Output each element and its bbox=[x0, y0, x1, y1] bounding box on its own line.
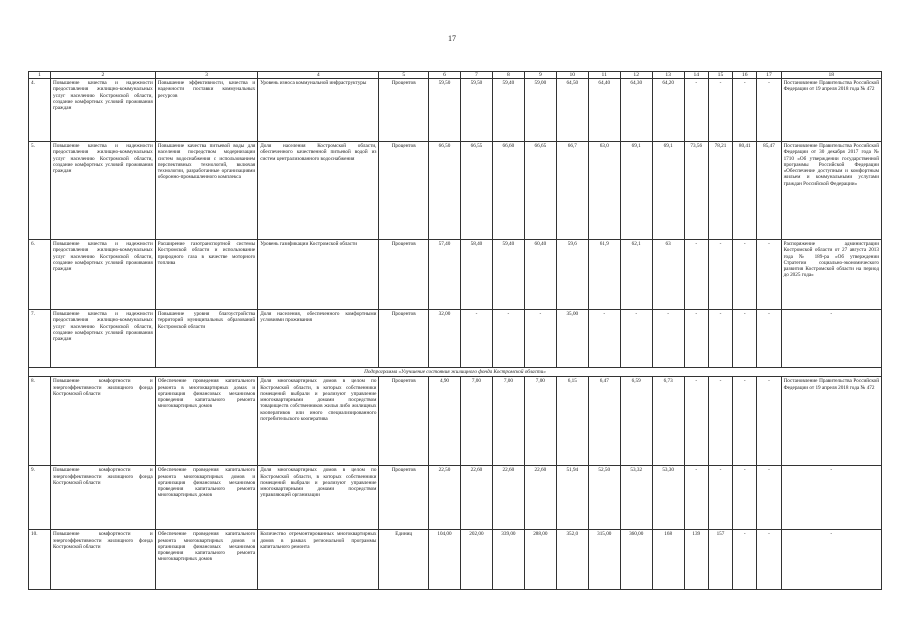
row-number: 6. bbox=[29, 240, 51, 310]
value-cell: 58,40 bbox=[460, 240, 492, 310]
value-cell: - bbox=[757, 310, 781, 368]
value-cell: 22,50 bbox=[429, 466, 461, 530]
table-row bbox=[29, 466, 882, 530]
value-cell: 35,00 bbox=[556, 310, 588, 368]
goal-cell: Повышение комфортности и энергоэффективности жилищного фонда Костромской области bbox=[51, 466, 156, 530]
indicator-cell: Доля населения, обеспеченного комфортными условиями проживания bbox=[258, 310, 379, 368]
subprogram-title: Подпрограмма «Улучшение состояния жилищного фонда Костромской области» bbox=[29, 368, 882, 377]
table-row bbox=[29, 240, 882, 310]
value-cell: 7,00 bbox=[460, 377, 492, 466]
value-cell: - bbox=[684, 377, 708, 466]
goal-cell: Повышение комфортности и энергоэффективности жилищного фонда Костромской области bbox=[51, 377, 156, 466]
task-cell: Обеспечение проведения капитального ремонта многоквартирных домов и организация финансовых механизмов проведения капитального ремонта многоквартирных домов bbox=[155, 530, 257, 590]
table-row bbox=[29, 377, 882, 466]
task-cell: Расширение газотранспортной системы Костромской области и использование природного газа в качестве моторного топлива bbox=[155, 240, 257, 310]
indicator-cell: Уровень газификации Костромской области bbox=[258, 240, 379, 310]
row-number: 10. bbox=[29, 530, 51, 590]
value-cell: 66,7 bbox=[556, 142, 588, 240]
basis-cell: Постановление Правительства Российской Федерации от 30 декабря 2017 года № 1710 «Об утверждении государственной программы Российской Федерации «Обеспечение доступным и комфортным жильем и коммунальными услугами граждан Российской Федерации» bbox=[781, 142, 881, 240]
unit-cell: Процентов bbox=[379, 377, 429, 466]
row-number: 8. bbox=[29, 377, 51, 466]
unit-cell: Единиц bbox=[379, 530, 429, 590]
value-cell: 59,40 bbox=[492, 79, 524, 142]
value-cell: 168 bbox=[652, 530, 684, 590]
header-row bbox=[29, 72, 882, 79]
basis-cell: - bbox=[781, 310, 881, 368]
value-cell: 315,00 bbox=[588, 530, 620, 590]
value-cell: - bbox=[733, 79, 757, 142]
value-cell: - bbox=[620, 310, 652, 368]
header-cell: 13 bbox=[652, 72, 684, 79]
value-cell: - bbox=[757, 240, 781, 310]
task-cell: Повышение уровня благоустройства территорий муниципальных образований Костромской области bbox=[155, 310, 257, 368]
value-cell: - bbox=[652, 310, 684, 368]
value-cell: 4,90 bbox=[429, 377, 461, 466]
header-cell: 1 bbox=[29, 72, 51, 79]
value-cell: - bbox=[588, 310, 620, 368]
value-cell: 339,00 bbox=[492, 530, 524, 590]
value-cell: 66,60 bbox=[492, 142, 524, 240]
indicator-cell: Доля населения Костромской области, обеспеченного качественной питьевой водой из систем централизованного водоснабжения bbox=[258, 142, 379, 240]
value-cell: - bbox=[757, 466, 781, 530]
value-cell: 64,20 bbox=[652, 79, 684, 142]
value-cell: 360,00 bbox=[620, 530, 652, 590]
row-number: 4. bbox=[29, 79, 51, 142]
value-cell: 66,50 bbox=[429, 142, 461, 240]
value-cell: - bbox=[708, 79, 732, 142]
row-number: 9. bbox=[29, 466, 51, 530]
header-cell: 18 bbox=[781, 72, 881, 79]
indicator-cell: Количество отремонтированных многоквартирных домов в рамках региональной программы капитального ремонта bbox=[258, 530, 379, 590]
value-cell: 73,56 bbox=[684, 142, 708, 240]
value-cell: 52,50 bbox=[588, 466, 620, 530]
value-cell: - bbox=[708, 240, 732, 310]
value-cell: 53,32 bbox=[620, 466, 652, 530]
unit-cell: Процентов bbox=[379, 310, 429, 368]
value-cell: 62,1 bbox=[620, 240, 652, 310]
value-cell: 66,65 bbox=[524, 142, 556, 240]
value-cell: 51,94 bbox=[556, 466, 588, 530]
value-cell: - bbox=[684, 310, 708, 368]
value-cell: - bbox=[708, 310, 732, 368]
value-cell: 64,50 bbox=[556, 79, 588, 142]
unit-cell: Процентов bbox=[379, 240, 429, 310]
value-cell: - bbox=[757, 377, 781, 466]
value-cell: 80,41 bbox=[733, 142, 757, 240]
header-cell: 16 bbox=[733, 72, 757, 79]
task-cell: Повышение качества питьевой воды для населения посредством модернизации систем водоснабжения с использованием перспективных технологий, включая технологии, разработанные организациями оборонно-промышленного комплекса bbox=[155, 142, 257, 240]
value-cell: - bbox=[460, 310, 492, 368]
value-cell: - bbox=[684, 79, 708, 142]
header-cell: 14 bbox=[684, 72, 708, 79]
basis-cell: Постановление Правительства Российской Федерации от 19 апреля 2018 года № 472 bbox=[781, 79, 881, 142]
header-cell: 12 bbox=[620, 72, 652, 79]
goal-cell: Повышение качества и надежности предоставления жилищно-коммунальных услуг населению Костромской области, создание комфортных условий проживания граждан bbox=[51, 240, 156, 310]
value-cell: - bbox=[733, 530, 757, 590]
value-cell: 66,55 bbox=[460, 142, 492, 240]
indicator-cell: Доля многоквартирных домов в целом по Костромской области, в которых собственники помещений выбрали и реализуют управление многоквартирными домами посредством товариществ собственников жилья либо жилищных кооперативов или иного специализированного потребительского кооператива bbox=[258, 377, 379, 466]
value-cell: - bbox=[733, 466, 757, 530]
header-cell: 9 bbox=[524, 72, 556, 79]
value-cell: 22,60 bbox=[524, 466, 556, 530]
unit-cell: Процентов bbox=[379, 142, 429, 240]
value-cell: 6,59 bbox=[620, 377, 652, 466]
value-cell: 7,00 bbox=[492, 377, 524, 466]
value-cell: 32,00 bbox=[429, 310, 461, 368]
task-cell: Обеспечение проведения капитального ремонта в многоквартирных домах и организация финансовых механизмов проведения капитального ремонта многоквартирных домов bbox=[155, 377, 257, 466]
value-cell: - bbox=[733, 377, 757, 466]
value-cell: 104,00 bbox=[429, 530, 461, 590]
value-cell: - bbox=[492, 310, 524, 368]
value-cell: - bbox=[757, 79, 781, 142]
task-cell: Повышение эффективности, качества и надежности поставки коммунальных ресурсов bbox=[155, 79, 257, 142]
goal-cell: Повышение качества и надежности предоставления жилищно-коммунальных услуг населению Костромской области, создание комфортных условий проживания граждан bbox=[51, 79, 156, 142]
header-cell: 3 bbox=[155, 72, 257, 79]
value-cell: 22,60 bbox=[492, 466, 524, 530]
value-cell: - bbox=[757, 530, 781, 590]
value-cell: 63 bbox=[652, 240, 684, 310]
indicator-cell: Доля многоквартирных домов в целом по Костромской области, в которых собственники помещений выбрали и реализуют управление многоквартирными домами посредством управляющей организации bbox=[258, 466, 379, 530]
page-number: 17 bbox=[448, 34, 456, 43]
value-cell: 64,30 bbox=[620, 79, 652, 142]
value-cell: 7,00 bbox=[524, 377, 556, 466]
header-cell: 15 bbox=[708, 72, 732, 79]
table-row bbox=[29, 530, 882, 590]
value-cell: 60,40 bbox=[524, 240, 556, 310]
row-number: 7. bbox=[29, 310, 51, 368]
header-cell: 2 bbox=[51, 72, 156, 79]
header-cell: 17 bbox=[757, 72, 781, 79]
goal-cell: Повышение качества и надежности предоставления жилищно-коммунальных услуг населению Костромской области, создание комфортных условий проживания граждан bbox=[51, 310, 156, 368]
value-cell: 63,0 bbox=[588, 142, 620, 240]
value-cell: 59,00 bbox=[524, 79, 556, 142]
value-cell: 6,15 bbox=[556, 377, 588, 466]
basis-cell: - bbox=[781, 530, 881, 590]
value-cell: 59,40 bbox=[492, 240, 524, 310]
indicators-table bbox=[28, 71, 882, 590]
value-cell: 139 bbox=[684, 530, 708, 590]
basis-cell: Распоряжение администрации Костромской области от 27 августа 2013 года № 189-ра «Об утверждении Стратегии социально-экономического развития Костромской области на период до 2025 года» bbox=[781, 240, 881, 310]
value-cell: 85,47 bbox=[757, 142, 781, 240]
table-row bbox=[29, 79, 882, 142]
header-cell: 10 bbox=[556, 72, 588, 79]
header-cell: 7 bbox=[460, 72, 492, 79]
value-cell: - bbox=[684, 466, 708, 530]
value-cell: 202,00 bbox=[460, 530, 492, 590]
value-cell: 53,30 bbox=[652, 466, 684, 530]
value-cell: 64,40 bbox=[588, 79, 620, 142]
unit-cell: Процентов bbox=[379, 79, 429, 142]
value-cell: 6,47 bbox=[588, 377, 620, 466]
basis-cell: Постановление Правительства Российской Федерации от 19 апреля 2018 года № 472 bbox=[781, 377, 881, 466]
header-cell: 5 bbox=[379, 72, 429, 79]
value-cell: - bbox=[684, 240, 708, 310]
value-cell: 288,00 bbox=[524, 530, 556, 590]
value-cell: 59,50 bbox=[429, 79, 461, 142]
value-cell: 69,1 bbox=[652, 142, 684, 240]
value-cell: 78,21 bbox=[708, 142, 732, 240]
unit-cell: Процентов bbox=[379, 466, 429, 530]
value-cell: - bbox=[708, 377, 732, 466]
header-cell: 8 bbox=[492, 72, 524, 79]
header-cell: 4 bbox=[258, 72, 379, 79]
goal-cell: Повышение комфортности и энергоэффективности жилищного фонда Костромской области bbox=[51, 530, 156, 590]
basis-cell: - bbox=[781, 466, 881, 530]
table-row bbox=[29, 142, 882, 240]
value-cell: 57,40 bbox=[429, 240, 461, 310]
value-cell: 22,60 bbox=[460, 466, 492, 530]
subprogram-row bbox=[29, 368, 882, 377]
header-cell: 11 bbox=[588, 72, 620, 79]
value-cell: 157 bbox=[708, 530, 732, 590]
value-cell: 59,6 bbox=[556, 240, 588, 310]
header-cell: 6 bbox=[429, 72, 461, 79]
task-cell: Обеспечение проведения капитального ремонта многоквартирных домов и организация финансовых механизмов проведения капитального ремонта многоквартирных домов bbox=[155, 466, 257, 530]
value-cell: - bbox=[733, 310, 757, 368]
value-cell: 61,9 bbox=[588, 240, 620, 310]
value-cell: - bbox=[524, 310, 556, 368]
value-cell: 59,50 bbox=[460, 79, 492, 142]
value-cell: 69,1 bbox=[620, 142, 652, 240]
goal-cell: Повышение качества и надежности предоставления жилищно-коммунальных услуг населению Костромской области, создание комфортных условий проживания граждан bbox=[51, 142, 156, 240]
value-cell: 6,73 bbox=[652, 377, 684, 466]
value-cell: 352,0 bbox=[556, 530, 588, 590]
table-row bbox=[29, 310, 882, 368]
value-cell: - bbox=[733, 240, 757, 310]
row-number: 5. bbox=[29, 142, 51, 240]
indicator-cell: Уровень износа коммунальной инфраструктуры bbox=[258, 79, 379, 142]
value-cell: - bbox=[708, 466, 732, 530]
